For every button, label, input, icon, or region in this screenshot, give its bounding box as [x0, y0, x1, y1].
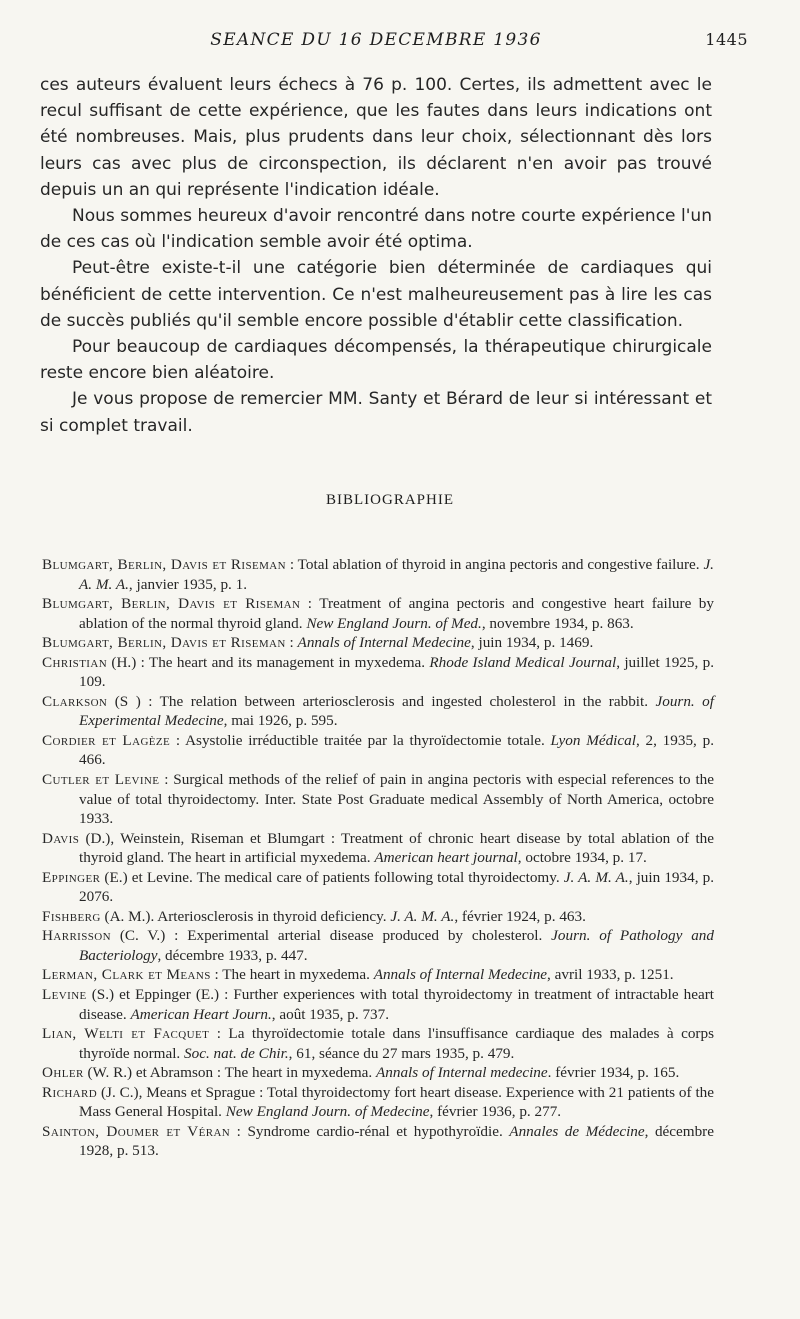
bibliography-entry [42, 731, 714, 770]
entry-separator: (C. V.) : [110, 927, 188, 945]
bibliography-entry [42, 907, 714, 927]
entry-authors: Davis [42, 829, 80, 847]
entry-rest: , 2, 1935, p. 466. [79, 731, 714, 769]
entry-separator: (W. R.) et [83, 1064, 150, 1082]
entry-rest: , juin 1934, p. 1469. [470, 634, 594, 652]
bibliography-entry [42, 555, 714, 594]
entry-rest: , décembre 1928, p. 513. [79, 1122, 714, 1160]
entry-authors: Levine [42, 986, 87, 1004]
entry-journal: Soc. nat. de Chir. [184, 1044, 289, 1062]
bibliography-entry [42, 692, 714, 731]
entry-rest: , octobre 1934, p. 17. [517, 849, 647, 867]
entry-separator: (D.), [79, 829, 121, 847]
entry-text: Asystolie irréductible traitée par la thyroïdectomie totale. [185, 731, 551, 749]
paragraph: ces auteurs évaluent leurs échecs à 76 p. 100. Certes, ils admettent avec le recul suffisant de cette expérience, que les fautes dans leurs indications ont été nombreuses. Mais, plus prudents dans leur choix, sélectionnant dès lors leurs cas avec plus de circonspection, ils déclarent n'en avoir pas trouvé depuis un an qui représente l'indication idéale. [40, 75, 712, 200]
entry-journal: J. A. M. A. [79, 556, 714, 593]
entry-text: Means et Sprague : Total thyroidectomy fort heart disease. Experience with 21 patients of the Mass General Hospital. [79, 1083, 715, 1121]
paragraph: Peut-être existe-t-il une catégorie bien déterminée de cardiaques qui bénéficient de cette intervention. Ce n'est malheureusement pas à lire les cas de succès publiés qu'il semble encore possible d'établir cette classification. [40, 258, 712, 331]
entry-rest: . février 1934, p. 165. [547, 1064, 680, 1082]
entry-text: Levine. The medical care of patients following total thyroidectomy. [146, 868, 564, 886]
entry-journal: Lyon Médical [550, 731, 636, 749]
entry-authors: Blumgart, Berlin, Davis et Riseman [42, 634, 286, 652]
entry-authors: Richard [42, 1083, 98, 1101]
entry-journal: American heart journal [374, 849, 518, 867]
entry-rest: , août 1935, p. 737. [271, 1005, 390, 1023]
entry-journal: New England Journ. of Medecine [225, 1103, 430, 1121]
bibliography-entry [42, 985, 714, 1024]
entry-separator: (E.) et [100, 868, 147, 886]
entry-journal: New England Journ. of Med. [306, 614, 482, 632]
entry-journal: Journ. of Pathology and Bacteriology [79, 927, 714, 964]
entry-journal: Journ. of Experimental Medecine [79, 692, 715, 730]
entry-authors: Cutler et Levine [42, 771, 160, 789]
body-text [40, 72, 712, 439]
entry-separator: (S.) et [86, 986, 136, 1004]
entry-journal: J. A. M. A. [563, 868, 629, 886]
entry-text: Weinstein, Riseman et Blumgart : Treatment of chronic heart disease by total ablation of the thyroid gland. The heart in artificial myxedema. [79, 829, 715, 867]
entry-authors: Sainton, Doumer et Véran [42, 1122, 231, 1140]
entry-rest: , juillet 1925, p. 109. [79, 653, 715, 691]
page-number: 1445 [705, 30, 748, 49]
entry-journal: American Heart Journ. [130, 1005, 272, 1023]
paragraph: Nous sommes heureux d'avoir rencontré dans notre courte expérience l'un de ces cas où l'indication semble avoir été optima. [40, 206, 712, 253]
entry-separator: : [170, 731, 186, 749]
entry-separator: : [230, 1122, 248, 1140]
bibliography-entry [42, 926, 714, 965]
entry-text: Abramson : The heart in myxedema. [149, 1064, 376, 1082]
entry-text: Syndrome cardio-rénal et hypothyroïdie. [247, 1122, 510, 1140]
entry-authors: Fishberg [42, 907, 101, 925]
entry-authors: Christian [42, 653, 108, 671]
entry-separator: : [285, 634, 298, 652]
entry-authors: Ohler [42, 1064, 84, 1082]
entry-text: The relation between arteriosclerosis and ingested cholesterol in the rabbit. [159, 692, 656, 710]
entry-rest: , avril 1933, p. 1251. [547, 966, 674, 984]
entry-text: Total ablation of thyroid in angina pectoris and congestive failure. [297, 556, 704, 573]
entry-separator: : [285, 556, 298, 573]
bibliography-entry [42, 653, 714, 692]
entry-text: Eppinger (E.) : Further experiences with total thyroidectomy in treatment of intractable heart disease. [79, 986, 714, 1023]
bibliography-entry [42, 770, 714, 829]
bibliography-entry [42, 1083, 714, 1122]
entry-text: The heart in myxedema. [222, 966, 374, 984]
entry-journal: Annals of Internal medecine [375, 1064, 548, 1082]
entry-separator: : [210, 966, 223, 984]
paragraph: Je vous propose de remercier MM. Santy et Bérard de leur si intéressant et si complet travail. [40, 389, 712, 436]
bibliography-entry [42, 1024, 714, 1063]
bibliography-list [42, 555, 714, 1161]
entry-separator: : [159, 771, 174, 789]
entry-journal: J. A. M. A. [390, 907, 455, 925]
entry-text: Surgical methods of the relief of pain in angina pectoris with especial references to the value of total thyroidectomy. Inter. State Post Graduate medical Assembly of North America, octobre 1933. [79, 771, 714, 828]
bibliography-entry [42, 1063, 714, 1083]
entry-text: The heart and its management in myxedema. [148, 653, 430, 671]
entry-rest: , novembre 1934, p. 863. [481, 614, 634, 632]
entry-authors: Clarkson [42, 692, 108, 710]
entry-separator: (J. C.), [97, 1083, 147, 1101]
entry-text: Arteriosclerosis in thyroid deficiency. [157, 907, 391, 925]
entry-journal: Annales de Médecine [509, 1122, 645, 1140]
entry-rest: , janvier 1935, p. 1. [128, 575, 248, 593]
bibliography-entry [42, 868, 714, 907]
entry-journal: Rhode Island Medical Journal [429, 653, 617, 671]
entry-authors: Harrisson [42, 927, 111, 945]
entry-authors: Lian, Welti et Facquet [42, 1025, 210, 1043]
paragraph: Pour beaucoup de cardiaques décompensés, la thérapeutique chirurgicale reste encore bien aléatoire. [40, 337, 712, 384]
entry-separator: : [300, 595, 320, 613]
running-title: SEANCE DU 16 DECEMBRE 1936 [210, 30, 542, 50]
entry-separator: (H.) : [107, 653, 149, 671]
bibliography-entry [42, 594, 714, 633]
entry-separator: (A. M.). [100, 907, 158, 925]
entry-rest: , décembre 1933, p. 447. [157, 946, 308, 964]
entry-text: Treatment of angina pectoris and congestive heart failure by ablation of the normal thyroid gland. [79, 595, 714, 632]
entry-rest: , février 1924, p. 463. [454, 907, 586, 925]
bibliography-entry [42, 829, 714, 868]
entry-rest: , 61, séance du 27 mars 1935, p. 479. [288, 1044, 515, 1062]
entry-authors: Lerman, Clark et Means [42, 966, 211, 984]
entry-journal: Annals of Internal Medecine [297, 634, 471, 652]
bibliography-heading: BIBLIOGRAPHIE [326, 492, 454, 508]
entry-separator: : [209, 1025, 229, 1043]
entry-rest: , juin 1934, p. 2076. [79, 868, 714, 906]
running-header [40, 30, 748, 54]
entry-separator: (S ) : [107, 692, 160, 710]
bibliography-entry [42, 633, 714, 653]
entry-rest: , février 1936, p. 277. [429, 1103, 562, 1121]
bibliography-entry [42, 1122, 714, 1161]
entry-authors: Eppinger [42, 868, 101, 886]
entry-authors: Blumgart, Berlin, Davis et Riseman [42, 556, 286, 573]
entry-text: Experimental arterial disease produced by cholesterol. [187, 927, 552, 945]
bibliography-entry [42, 965, 714, 985]
entry-text: La thyroïdectomie totale dans l'insuffisance cardiaque des malades à corps thyroïde normal. [79, 1025, 714, 1062]
entry-authors: Cordier et Lagèze [42, 731, 171, 749]
entry-journal: Annals of Internal Medecine [373, 966, 548, 984]
entry-authors: Blumgart, Berlin, Davis et Riseman [42, 595, 301, 613]
entry-rest: , mai 1926, p. 595. [223, 712, 338, 730]
